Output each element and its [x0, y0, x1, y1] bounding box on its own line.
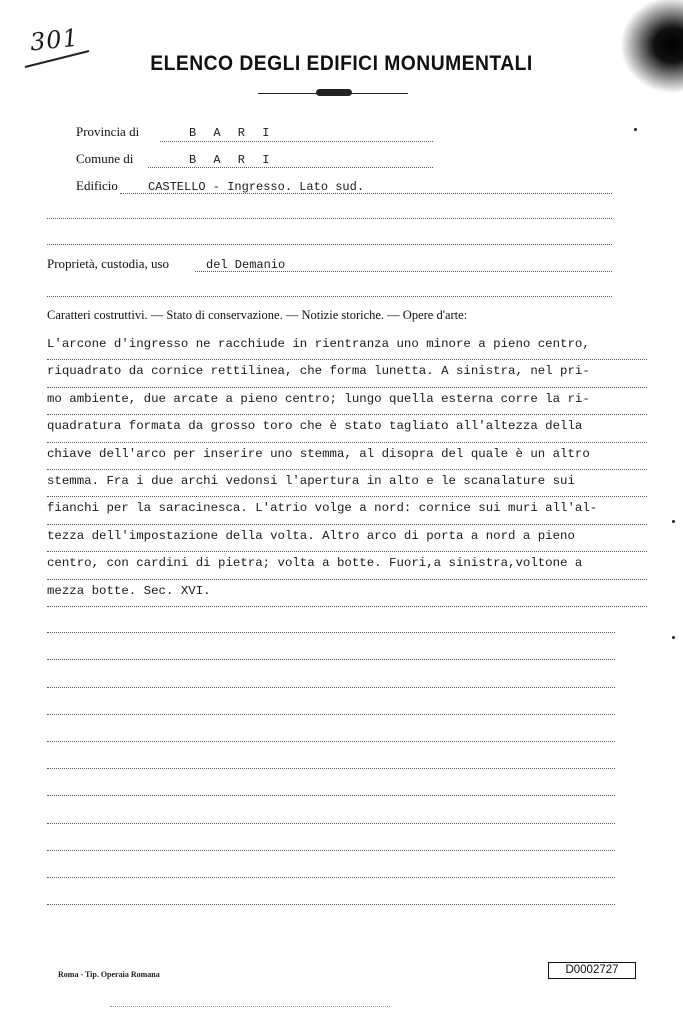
- comune-value: B A R I: [189, 153, 275, 167]
- document-id-box: D0002727: [548, 962, 636, 979]
- description-text: [47, 333, 647, 607]
- description-line: L'arcone d'ingresso ne racchiude in rientranza uno minore a pieno centro,: [47, 333, 647, 360]
- description-line: stemma. Fra i due archi vedonsi l'apertura in alto e le scanalature sui: [47, 470, 647, 497]
- ruled-line: [47, 660, 615, 687]
- ruled-line: [47, 878, 615, 905]
- description-line: chiave dell'arco per inserire uno stemma, al disopra del quale è un altro: [47, 443, 647, 470]
- description-line: centro, con cardini di pietra; volta a botte. Fuori,a sinistra,voltone a: [47, 552, 647, 579]
- edificio-label: Edificio: [76, 178, 118, 193]
- scan-noise: [110, 1006, 390, 1011]
- proprieta-value: del Demanio: [206, 258, 286, 272]
- page-title: ELENCO DEGLI EDIFICI MONUMENTALI: [150, 52, 533, 75]
- edificio-value: CASTELLO - Ingresso. Lato sud.: [148, 180, 365, 194]
- scan-speck: [634, 128, 637, 131]
- description-line: fianchi per la saracinesca. L'atrio volge a nord: cornice sui muri all'al-: [47, 497, 647, 524]
- description-line: mezza botte. Sec. XVI.: [47, 580, 647, 607]
- scan-speck: [672, 520, 675, 523]
- provincia-value: B A R I: [189, 126, 275, 140]
- description-line: riquadrato da cornice rettilinea, che forma lunetta. A sinistra, nel pri-: [47, 360, 647, 387]
- blank-line: [47, 218, 612, 219]
- blank-line: [47, 244, 612, 245]
- ruled-line: [47, 633, 615, 660]
- empty-ruled-lines: [47, 606, 615, 905]
- handwritten-number: 301: [28, 23, 81, 57]
- provincia-dotline: [160, 141, 433, 142]
- ruled-line: [47, 688, 615, 715]
- description-line: mo ambiente, due arcate a pieno centro; lungo quella esterna corre la ri-: [47, 388, 647, 415]
- ruled-line: [47, 742, 615, 769]
- description-line: tezza dell'impostazione della volta. Altro arco di porta a nord a pieno: [47, 525, 647, 552]
- ruled-line: [47, 824, 615, 851]
- scan-edge-mark: [613, 0, 683, 100]
- title-ornament: [316, 89, 352, 96]
- proprieta-label: Proprietà, custodia, uso: [47, 256, 170, 271]
- description-line: quadratura formata da grosso toro che è stato tagliato all'altezza della: [47, 415, 647, 442]
- ruled-line: [47, 769, 615, 796]
- ruled-line: [47, 715, 615, 742]
- blank-line: [47, 296, 612, 297]
- printer-credit: Roma - Tip. Operaia Romana: [58, 970, 160, 979]
- ruled-line: [47, 796, 615, 823]
- ruled-line: [47, 851, 615, 878]
- scan-speck: [672, 636, 675, 639]
- comune-label: Comune di: [76, 151, 134, 166]
- provincia-label: Provincia di: [76, 124, 140, 139]
- comune-dotline: [148, 167, 433, 168]
- caratteri-label: Caratteri costruttivi. — Stato di conservazione. — Notizie storiche. — Opere d'arte:: [47, 308, 468, 322]
- ruled-line: [47, 606, 615, 633]
